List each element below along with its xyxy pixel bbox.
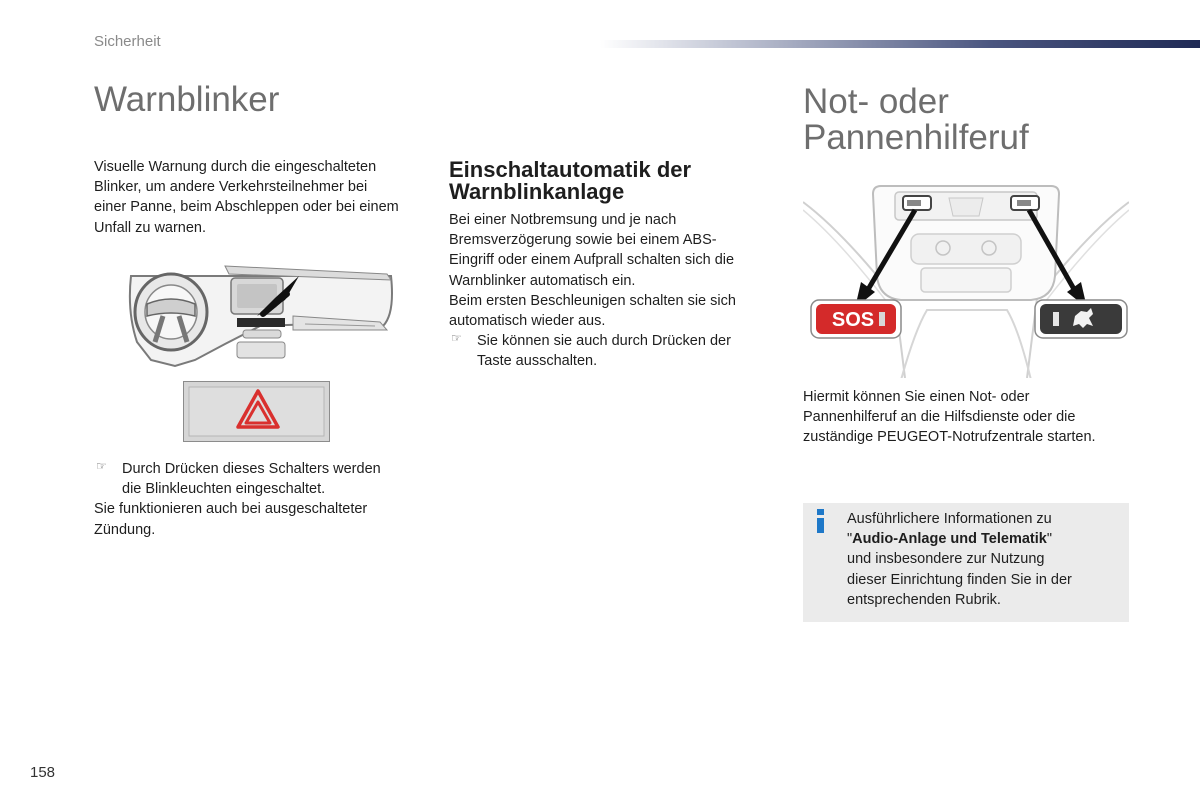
info-text [847, 509, 1117, 610]
auto-hazard-paragraph [449, 210, 769, 372]
text-line: Bei einer Notbremsung und je nach [449, 212, 677, 228]
text-line: Durch Drücken dieses Schalters werden [122, 461, 381, 477]
text-line: Pannenhilferuf an die Hilfsdienste oder die [803, 409, 1076, 426]
sos-console-illustration [803, 180, 1129, 378]
text-line-with-link [847, 529, 1117, 549]
hazard-switch-illustration [183, 381, 330, 442]
text-line: Eingriff oder einem Aufprall schalten sich die [449, 252, 735, 269]
reference-chapter-name: Audio-Anlage und Telematik [852, 531, 1047, 548]
text-line: Taste ausschalten. [477, 353, 598, 370]
text-line: Bremsverzögerung sowie bei einem ABS- [449, 232, 717, 249]
text-line: einer Panne, beim Abschleppen oder bei einem [94, 199, 399, 216]
text-line: Warnblinker automatisch ein. [449, 272, 636, 289]
page-number: 158 [30, 764, 56, 781]
text-line: automatisch wieder aus. [449, 313, 606, 330]
heading-einschaltautomatik [449, 159, 769, 203]
text-line: Beim ersten Beschleunigen schalten sie sich [449, 292, 736, 309]
quote-close: " [1046, 531, 1053, 548]
text-line: Sie funktionieren auch bei ausgeschalteter [94, 501, 368, 518]
section-label: Sicherheit [94, 33, 161, 50]
dashboard-illustration [125, 264, 397, 374]
heading-line: Warnblinkanlage [449, 179, 625, 204]
text-line: Ausführlichere Informationen zu [847, 511, 1052, 527]
page-title-warnblinker: Warnblinker [94, 80, 280, 119]
header-gradient-bar [600, 40, 1200, 48]
sos-text: SOS [831, 309, 875, 331]
info-i-icon [815, 508, 827, 534]
text-line: dieser Einrichtung finden Sie in der [847, 571, 1072, 588]
text-line: Zündung. [94, 521, 156, 538]
sos-button [811, 300, 901, 338]
text-line: Sie können sie auch durch Drücken der [477, 333, 731, 350]
heading-line: Einschaltautomatik der [449, 157, 692, 182]
notruf-paragraph [803, 387, 1133, 448]
page-title-notruf [803, 84, 1143, 156]
finger-pointer-icon: ☞ [96, 459, 107, 473]
text-line: Visuelle Warnung durch die eingeschalteten [94, 159, 377, 175]
intro-paragraph [94, 157, 414, 238]
text-line: Unfall zu warnen. [94, 219, 207, 236]
text-line: Blinker, um andere Verkehrsteilnehmer bei [94, 179, 368, 196]
text-line: die Blinkleuchten eingeschaltet. [122, 481, 326, 498]
text-line: Hiermit können Sie einen Not- oder [803, 389, 1030, 405]
finger-pointer-icon: ☞ [451, 331, 462, 346]
title-line: Pannenhilferuf [803, 118, 1029, 157]
text-line: zuständige PEUGEOT-Notrufzentrale starten. [803, 429, 1096, 446]
title-line: Not- oder [803, 82, 949, 121]
bullet-hazard [94, 459, 414, 540]
text-line: entsprechenden Rubrik. [847, 591, 1001, 608]
assistance-button [1035, 300, 1127, 338]
quote-open: " [847, 531, 853, 548]
text-line: und insbesondere zur Nutzung [847, 551, 1045, 568]
